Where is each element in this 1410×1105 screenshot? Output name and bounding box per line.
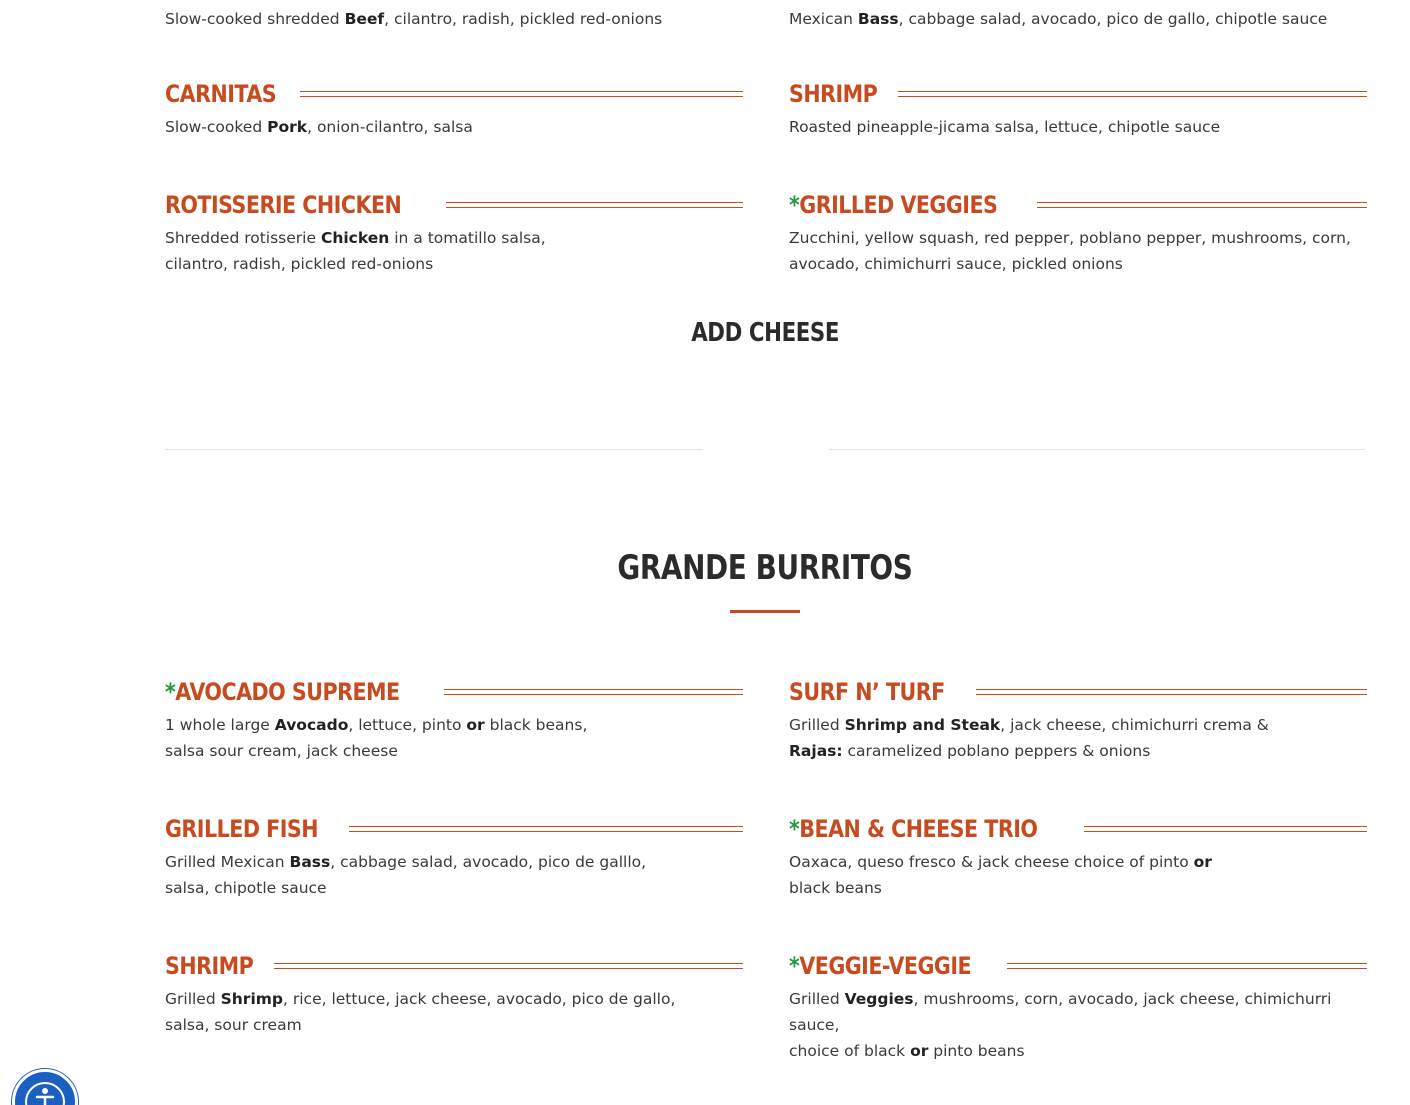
menu-item-surf-n-turf [789,674,1367,764]
item-title-text: AVOCADO SUPREME [175,678,400,706]
desc-text: , cabbage salad, avocado, pico de galllo, [330,853,647,871]
item-rule [898,91,1367,97]
desc-text: Shredded rotisserie [165,229,321,247]
item-description [789,225,1367,277]
desc-text: Zucchini, yellow squash, red pepper, poblano pepper, mushrooms, corn, [789,229,1351,247]
item-title [165,80,276,108]
desc-text: cilantro, radish, pickled red-onions [165,255,434,273]
desc-line [789,1038,1367,1064]
item-title-text: ROTISSERIE CHICKEN [165,191,402,219]
item-title [165,952,253,980]
desc-line [165,738,743,764]
item-rule [1084,826,1367,832]
menu-item-carnitas [165,76,743,140]
item-title-text: BEAN & CHEESE TRIO [799,815,1038,843]
desc-text: Mexican [789,10,858,28]
item-description [789,6,1367,32]
desc-line [789,251,1367,277]
item-title-text: VEGGIE-VEGGIE [799,952,972,980]
desc-bold: Beef [344,10,385,28]
item-rule [446,202,743,208]
desc-line [165,875,743,901]
desc-text: Roasted pineapple-jicama salsa, lettuce, chipotle sauce [789,118,1221,136]
item-description [789,114,1367,140]
item-rule [300,91,743,97]
accessibility-button[interactable] [12,1069,78,1105]
desc-line [789,986,1367,1038]
desc-line [789,849,1367,875]
grande-burritos-heading [0,548,1410,588]
desc-text: , cabbage salad, avocado, pico de gallo, chipotle sauce [898,10,1328,28]
desc-line [789,712,1367,738]
desc-text: , cilantro, radish, pickled red-onions [384,10,663,28]
desc-text: pinto beans [928,1042,1025,1060]
item-rule [976,689,1367,695]
item-title-text: SURF N’ TURF [789,678,945,706]
desc-line [789,225,1367,251]
desc-text: in a tomatillo salsa, [389,229,546,247]
desc-text: Slow-cooked [165,118,268,136]
item-description [789,986,1367,1064]
desc-bold: Pork [267,118,308,136]
item-title-text: GRILLED VEGGIES [799,191,998,219]
desc-bold: Bass [857,10,899,28]
menu-item-avocado-supreme [165,674,743,764]
desc-bold: or [1193,853,1212,871]
desc-text: Grilled Mexican [165,853,290,871]
item-title [789,191,997,219]
desc-text: salsa sour cream, jack cheese [165,742,398,760]
desc-text: caramelized poblano peppers & onions [842,742,1151,760]
menu-item-bean-cheese-trio [789,811,1367,901]
desc-text: , onion-cilantro, salsa [307,118,473,136]
star-marker: * [165,678,176,706]
menu-item-grilled-veggies [789,187,1367,277]
item-rule [274,963,743,969]
desc-text: Oaxaca, queso fresco & jack cheese choice of pinto [789,853,1194,871]
desc-text: salsa, chipotle sauce [165,879,327,897]
desc-text: , rice, lettuce, jack cheese, avocado, pico de gallo, [283,990,676,1008]
desc-text: black beans [789,879,882,897]
desc-bold: Rajas: [789,742,843,760]
desc-line [789,875,1367,901]
item-description [789,849,1367,901]
desc-line [165,251,743,277]
item-description [165,986,743,1038]
desc-bold: Veggies [844,990,914,1008]
desc-bold: Chicken [320,229,390,247]
desc-line [165,225,743,251]
item-description [165,6,743,32]
item-title-text: GRILLED FISH [165,815,318,843]
desc-text: black beans, [484,716,588,734]
desc-text: , jack cheese, chimichurri crema & [1000,716,1269,734]
menu-item-shrimp-burrito [165,948,743,1038]
desc-text: Slow-cooked shredded [165,10,345,28]
item-rule [444,689,743,695]
star-marker: * [789,815,800,843]
desc-text: Grilled [789,990,845,1008]
item-title [165,678,400,706]
desc-bold: Shrimp and Steak [844,716,1001,734]
desc-line [789,738,1367,764]
item-rule [1037,202,1367,208]
desc-text: , lettuce, pinto [348,716,467,734]
desc-bold: Shrimp [220,990,284,1008]
menu-item-grilled-fish [165,811,743,901]
accessibility-icon [23,1080,67,1105]
desc-bold: Bass [289,853,331,871]
divider-left [165,449,703,450]
desc-text: avocado, chimichurri sauce, pickled onions [789,255,1123,273]
item-title [165,815,318,843]
menu-item-shrimp-taco [789,76,1367,140]
menu-item-rotisserie-chicken [165,187,743,277]
add-cheese-title: ADD CHEESE [691,318,839,348]
item-title-text: CARNITAS [165,80,277,108]
item-title [789,678,945,706]
desc-bold: or [466,716,485,734]
star-marker: * [789,952,800,980]
desc-text: Grilled [789,716,845,734]
item-description [165,712,743,764]
item-title-text: SHRIMP [165,952,254,980]
item-description [165,114,743,140]
star-marker: * [789,191,800,219]
desc-bold: Avocado [274,716,349,734]
desc-line [165,1012,743,1038]
item-title [789,815,1037,843]
desc-text: 1 whole large [165,716,275,734]
menu-item-beef [165,4,743,32]
item-title [789,80,877,108]
item-rule [349,826,743,832]
desc-line [165,849,743,875]
item-title [789,952,971,980]
grande-burritos-title: GRANDE BURRITOS [617,548,913,588]
desc-text: Grilled [165,990,221,1008]
item-title [165,191,401,219]
desc-text: choice of black [789,1042,911,1060]
add-cheese-heading [0,318,1410,348]
menu-item-veggie-veggie [789,948,1367,1064]
item-description [165,849,743,901]
desc-text: , mushrooms, corn, avocado, jack cheese, chimichurri sauce, [789,990,1332,1034]
desc-bold: or [910,1042,929,1060]
item-description [165,225,743,277]
item-description [789,712,1367,764]
menu-item-fish [789,4,1367,32]
heading-underline [730,610,800,613]
desc-line [165,712,743,738]
divider-right [829,449,1365,450]
desc-line [165,986,743,1012]
item-title-text: SHRIMP [789,80,878,108]
desc-text: salsa, sour cream [165,1016,302,1034]
item-rule [1007,963,1367,969]
